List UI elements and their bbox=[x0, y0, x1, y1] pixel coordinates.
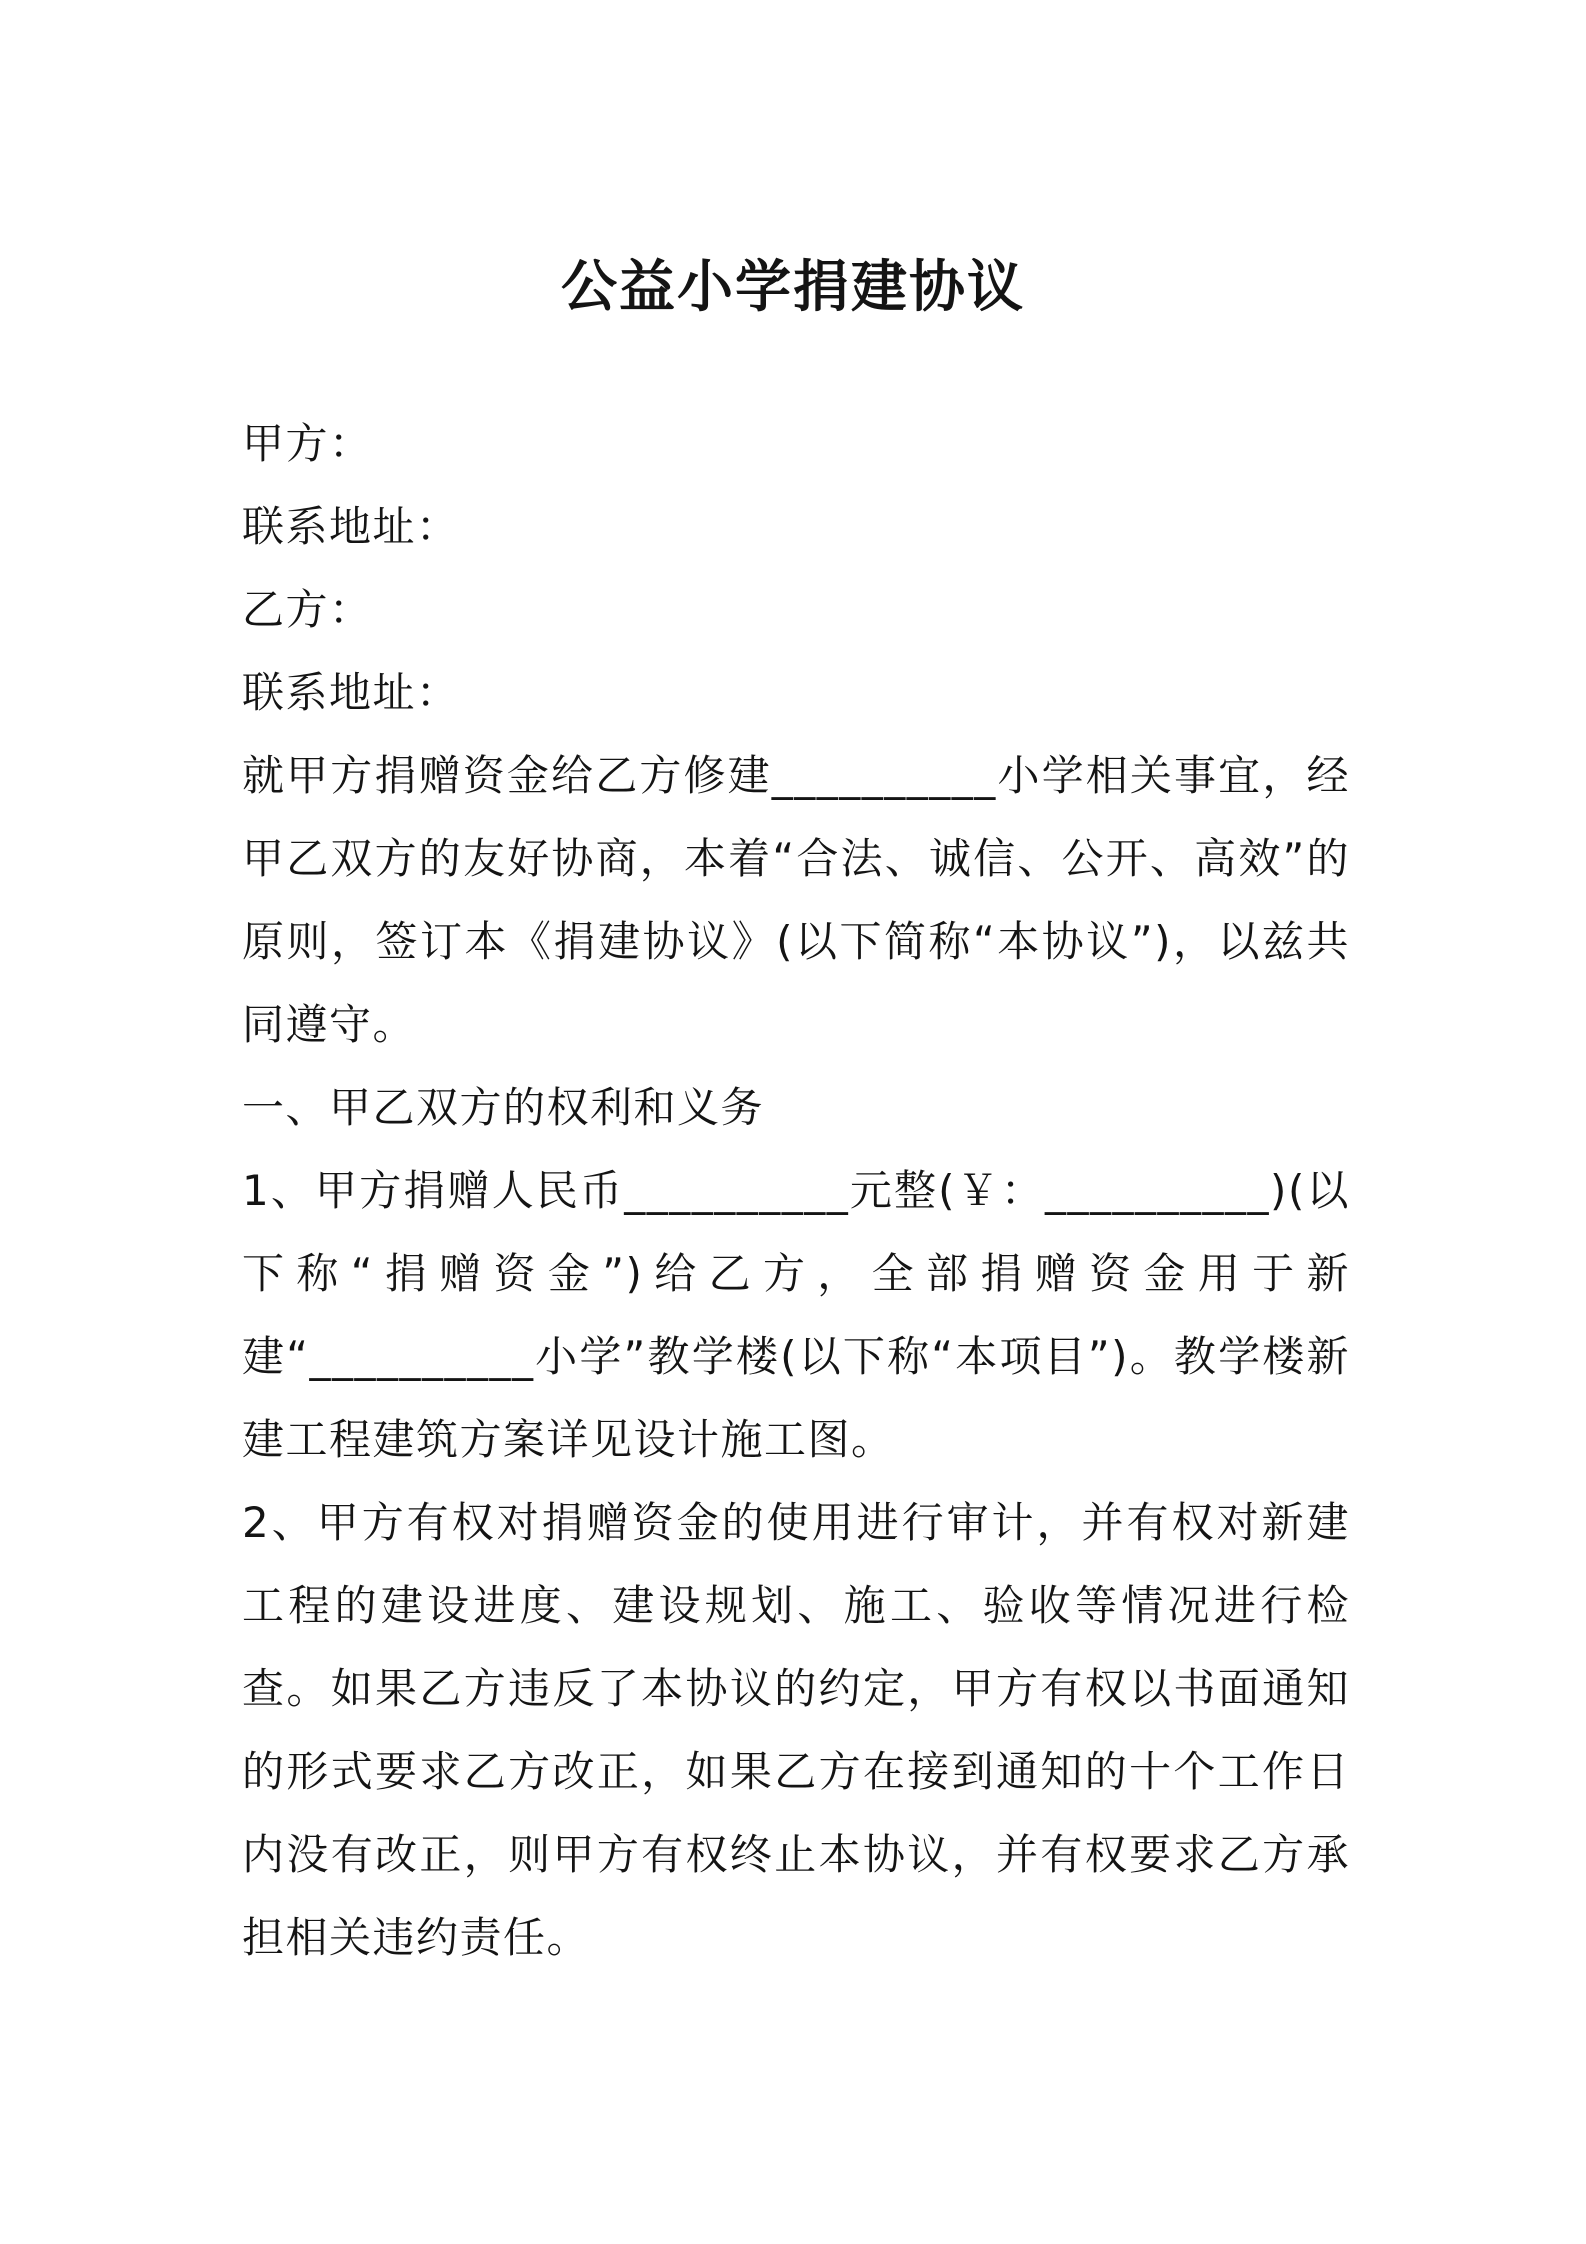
document-body bbox=[242, 402, 1350, 1979]
clause-2-paragraph: 2、甲方有权对捐赠资金的使用进行审计，并有权对新建工程的建设进度、建设规划、施工、验收等情况进行检查。如果乙方违反了本协议的约定，甲方有权以书面通知的形式要求乙方改正，如果乙方在接到通知的十个工作日内没有改正，则甲方有权终止本协议，并有权要求乙方承担相关违约责任。 bbox=[242, 1498, 1350, 1962]
clause-1-paragraph: 1、甲方捐赠人民币__________元整(￥：__________)(以下称“捐赠资金”)给乙方，全部捐赠资金用于新建“__________小学”教学楼(以下称“本项目”)。教学楼新建工程建筑方案详见设计施工图。 bbox=[242, 1166, 1350, 1464]
party-a-label: 甲方： bbox=[242, 419, 373, 468]
preamble-paragraph: 就甲方捐赠资金给乙方修建__________小学相关事宜，经甲乙双方的友好协商，本着“合法、诚信、公开、高效”的原则，签订本《捐建协议》(以下简称“本协议”)，以兹共同遵守。 bbox=[242, 751, 1350, 1049]
party-a-address-label: 联系地址： bbox=[242, 502, 460, 551]
party-b-address-label: 联系地址： bbox=[242, 668, 460, 717]
document-title: 公益小学捐建协议 bbox=[561, 255, 1025, 320]
party-b-label: 乙方： bbox=[242, 585, 373, 634]
section-1-heading: 一、甲乙双方的权利和义务 bbox=[242, 1083, 765, 1132]
